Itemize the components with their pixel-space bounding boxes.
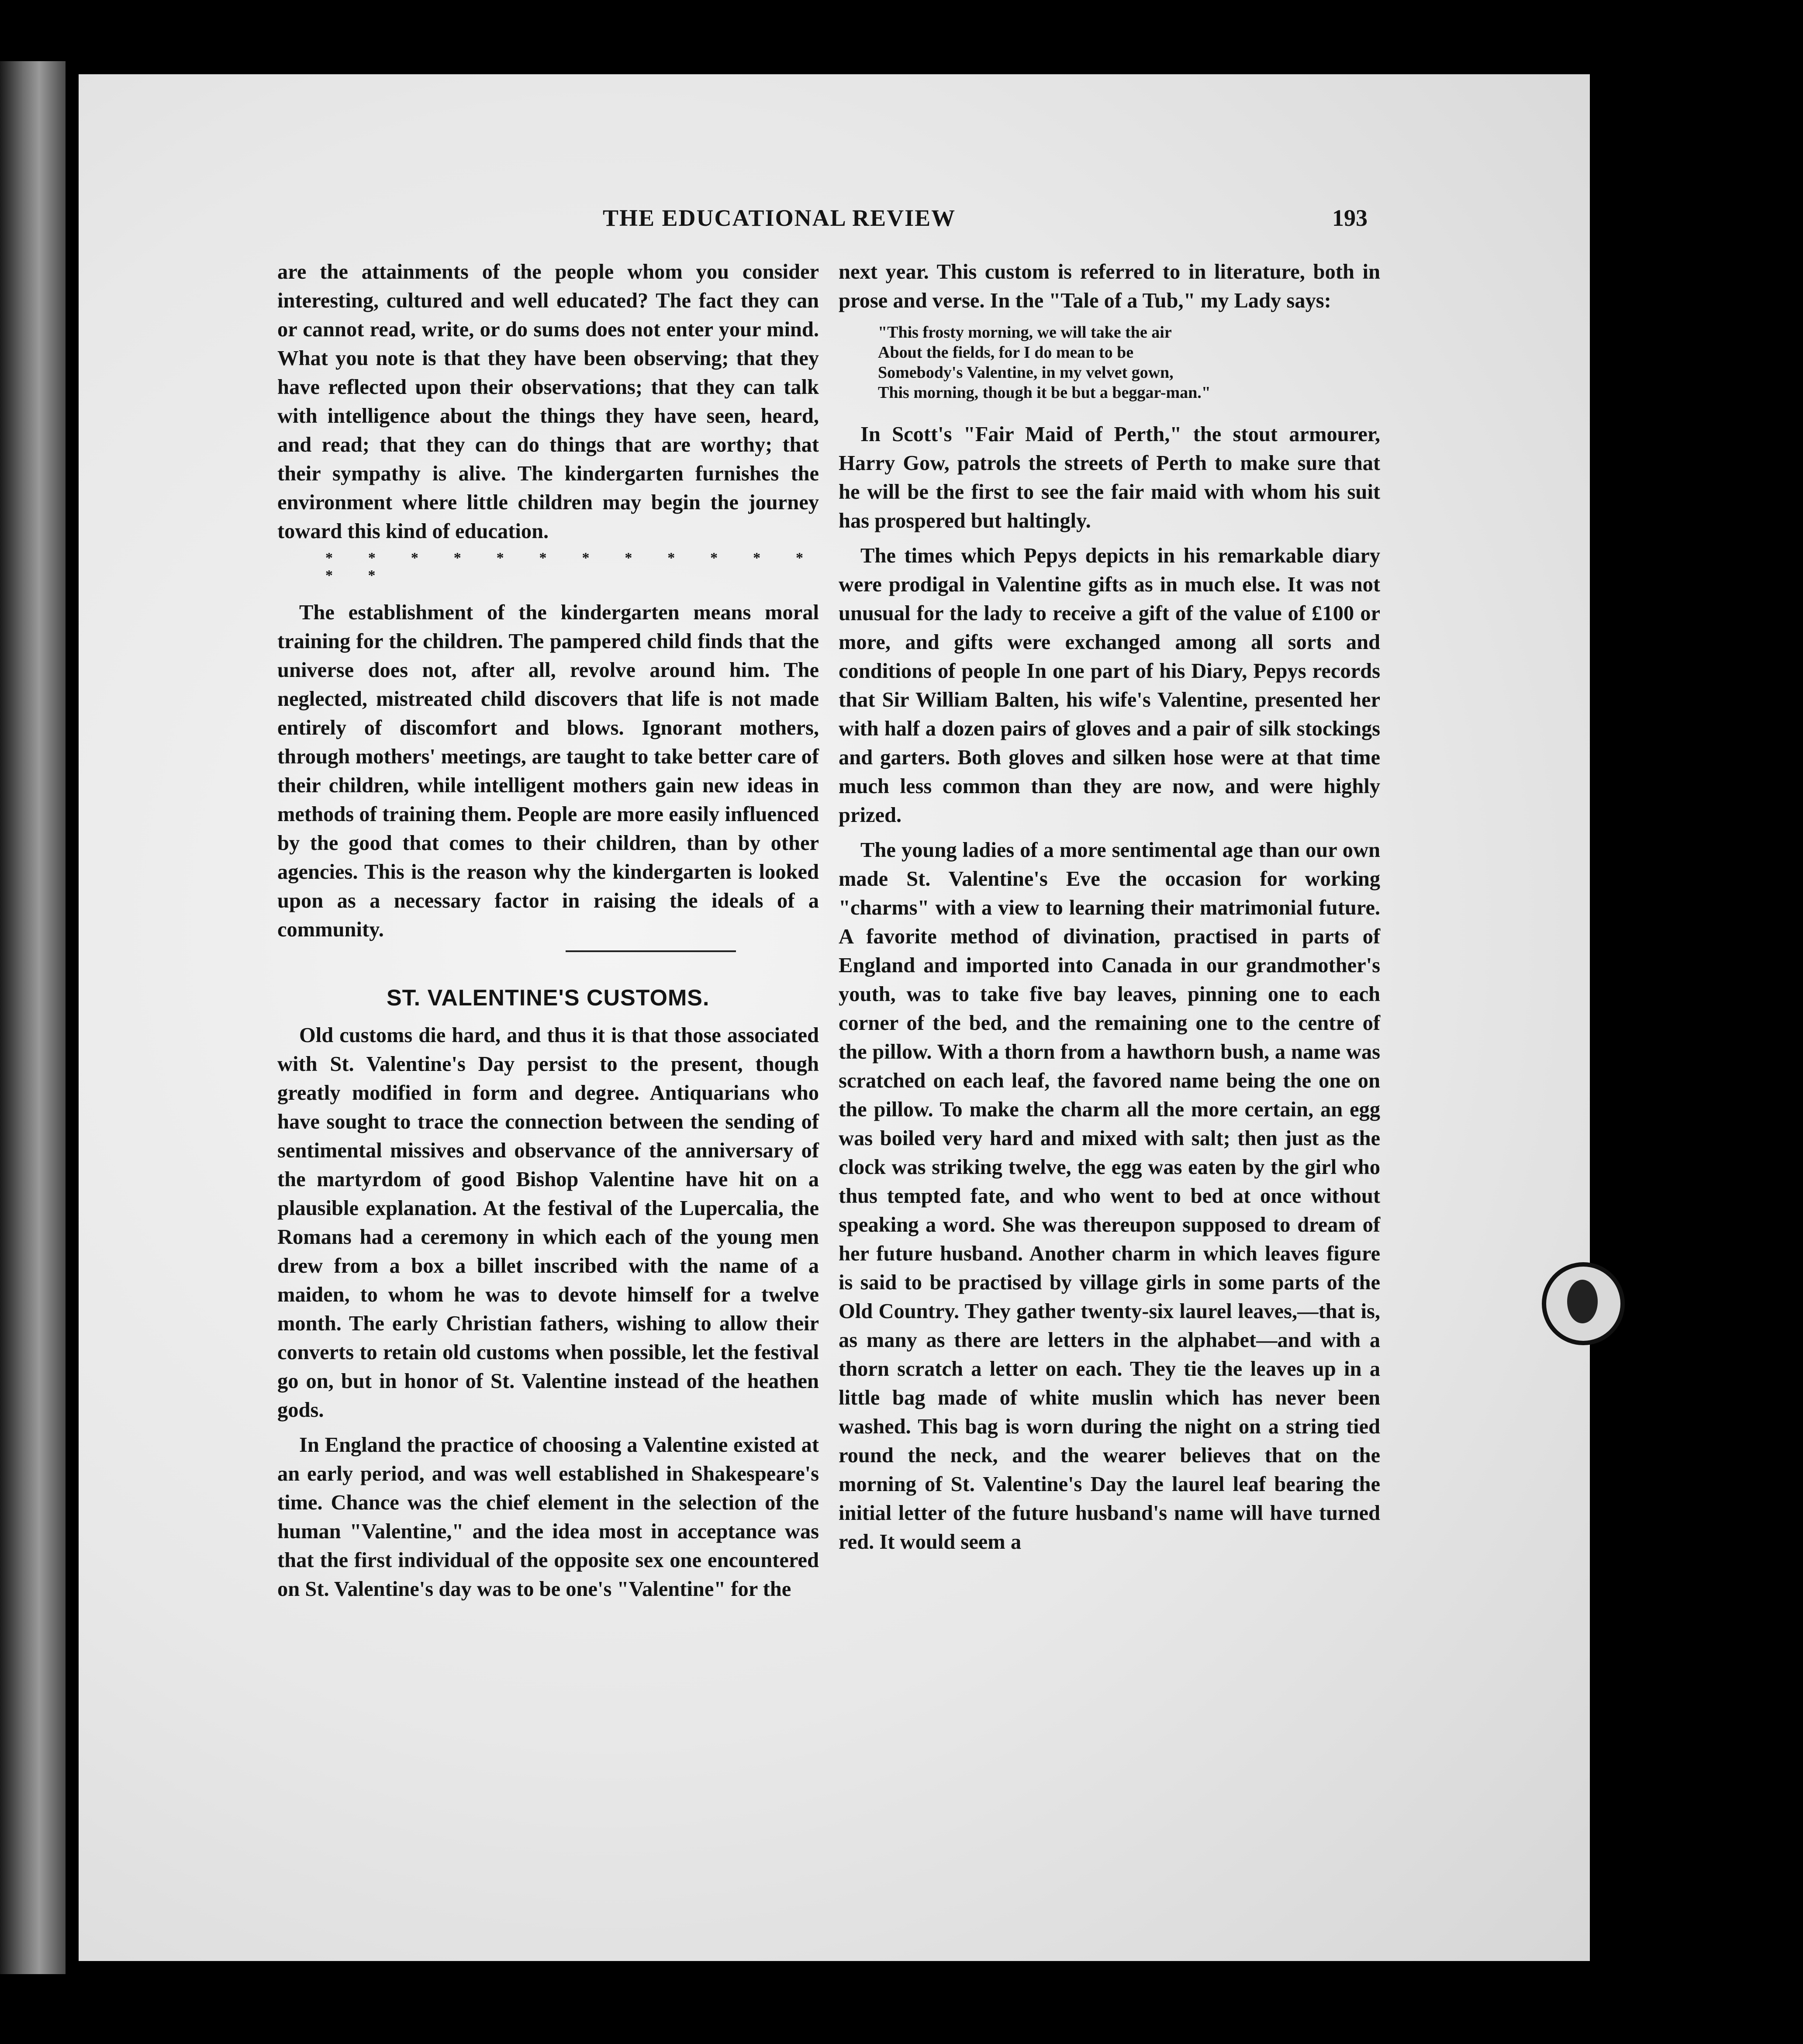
verse-line: This morning, though it be but a beggar-man." [878, 383, 1211, 402]
verse-line: "This frosty morning, we will take the air [878, 323, 1172, 342]
left-column [277, 258, 819, 1604]
paragraph-england-practice: In England the practice of choosing a Valentine existed at an early period, and was well established in Shakespeare's time. Chance was the chief element in the selection of the human "Valentine," and the idea most in acceptance was that the first individual of the opposite sex one encountered on St. Valentine's day was to be one's "Valentine" for the [277, 1433, 819, 1601]
paragraph-old-customs: Old customs die hard, and thus it is that those associated with St. Valentine's Day persist to the present, though greatly modified in form and degree. Antiquarians who have sought to trace the connection between the sending of sentimental missives and observance of the anniversary of the martyrdom of good Bishop Valentine have hit on a plausible explanation. At the festival of the Lupercalia, the Romans had a ceremony in which each of the young men drew from a box a billet inscribed with the name of a maiden, to whom he was to devote himself for a twelve month. The early Christian fathers, wishing to allow their converts to retain old customs when possible, let the festival go on, but in honor of St. Valentine instead of the heathen gods. [277, 1024, 819, 1422]
page-header [79, 204, 1590, 244]
section-divider-stars: * * * * * * * * * * * * * * [325, 550, 819, 584]
paragraph-kindergarten-moral-training: The establishment of the kindergarten means moral training for the children. The pampered child finds that the universe does not, after all, revolve around him. The neglected, mistreated child discovers that life is not made entirely of discomfort and blows. Ignorant mothers, through mothers' meetings, are taught to take better care of their children, while intelligent mothers gain new ideas in methods of training them. People are more easily influenced by the good that comes to their children, than by other agencies. This is the reason why the kindergarten is looked upon as a necessary factor in raising the ideals of a community. [277, 601, 819, 941]
document-page [79, 74, 1590, 1961]
journal-title: THE EDUCATIONAL REVIEW [603, 205, 956, 231]
paragraph-fair-maid-of-perth: In Scott's "Fair Maid of Perth," the stout armourer, Harry Gow, patrols the streets of Perth to make sure that he will be the first to see the fair maid with whom his suit has prospered but haltingly. [839, 423, 1380, 532]
verse-line: Somebody's Valentine, in my velvet gown, [878, 363, 1174, 382]
verse-quote [878, 322, 1380, 403]
paragraph-kindergarten-education: are the attainments of the people whom you consider interesting, cultured and well educated? The fact they can or cannot read, write, or do sums does not enter your mind. What you note is that they have been observing; that they have reflected upon their observations; that they can talk with intelligence about the things they have seen, heard, and read; that they can do things that are worthy; that their sympathy is alive. The kindergarten furnishes the environment where little children may begin the journey toward this kind of education. [277, 260, 819, 543]
paragraph-pepys-diary: The times which Pepys depicts in his remarkable diary were prodigal in Valentine gifts as in much else. It was not unusual for the lady to receive a gift of the value of £100 or more, and gifts were exchanged among all sorts and conditions of people In one part of his Diary, Pepys records that Sir William Balten, his wife's Valentine, presented her with half a dozen pairs of gloves and a pair of silk stockings and garters. Both gloves and silken hose were at that time much less common than they are now, and were highly prized. [839, 544, 1380, 827]
section-heading: ST. VALENTINE'S CUSTOMS. [387, 985, 710, 1011]
section-rule [566, 950, 736, 952]
paragraph-valentine-charms: The young ladies of a more sentimental age than our own made St. Valentine's Eve the occasion for working "charms" with a view to learning their matrimonial future. A favorite method of divination, practised in parts of England and imported into Canada in our grandmother's youth, was to take five bay leaves, pinning one to each corner of the bed, and the remaining one to the centre of the pillow. With a thorn from a hawthorn bush, a name was scratched on each leaf, the favored name being the one on the pillow. To make the charm all the more certain, an egg was boiled very hard and mixed with salt; then just as the clock was striking twelve, the egg was eaten by the girl who thus tempted fate, and who went to bed at once without speaking a word. She was thereupon supposed to dream of her future husband. Another charm in which leaves figure is said to be practised by village girls in some parts of the Old Country. They gather twenty-six laurel leaves,—that is, as many as there are letters in the alphabet—and with a thorn scratch a letter on each. They tie the leaves up in a little bag made of white muslin which has never been washed. This bag is worn during the night on a string tied round the neck, and the wearer believes that on the morning of St. Valentine's Day the laurel leaf bearing the initial letter of the future husband's name will have turned red. It would seem a [839, 839, 1380, 1554]
verse-line: About the fields, for I do mean to be [878, 343, 1134, 362]
page-number: 193 [1332, 205, 1368, 231]
left-page-fold [0, 61, 66, 1974]
binder-clip [1542, 1262, 1625, 1345]
right-column [839, 258, 1380, 1557]
paragraph-custom-literature: next year. This custom is referred to in literature, both in prose and verse. In the "Tale of a Tub," my Lady says: [839, 260, 1380, 312]
